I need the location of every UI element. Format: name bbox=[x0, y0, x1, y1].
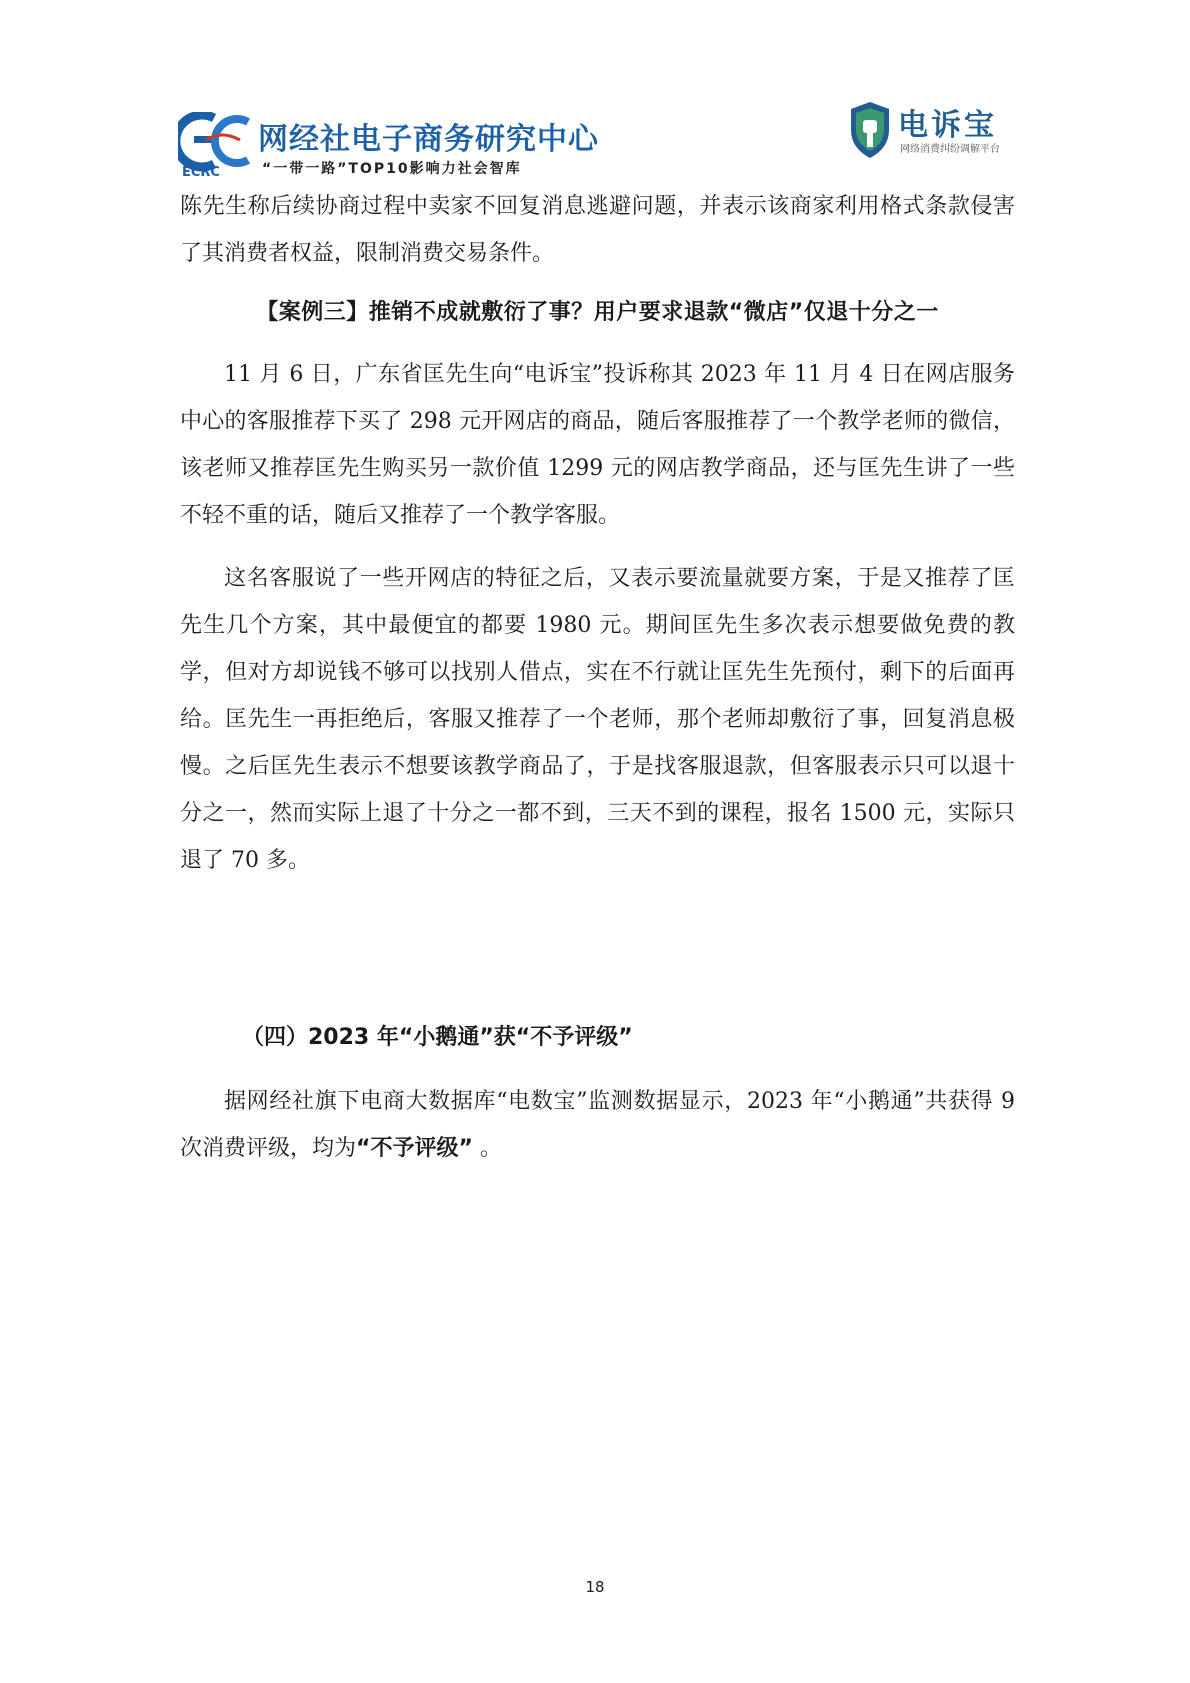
shield-fist-icon bbox=[848, 100, 892, 160]
ecrc-abbr: ECRC bbox=[182, 165, 220, 180]
case3-paragraph-1: 11 月 6 日，广东省匡先生向“电诉宝”投诉称其 2023 年 11 月 4 日在网店服务中心的客服推荐下买了 298 元开网店的商品，随后客服推荐了一个教学老师的微信，该老师又推荐匡先生购买另一款价值 1299 元的网店教学商品，还与匡先生讲了一些不轻不重的话，随后又推荐了一个教学客服。 bbox=[180, 362, 1015, 528]
ecrc-subtitle: “一带一路”TOP10影响力社会智库 bbox=[262, 161, 522, 177]
case3-heading: 【案例三】推销不成就敷衍了事？用户要求退款“微店”仅退十分之一 bbox=[256, 300, 939, 325]
page-number: 18 bbox=[585, 1578, 605, 1596]
dianshubao-logo bbox=[848, 100, 1018, 164]
page-header bbox=[178, 100, 1018, 190]
dianshubao-subtitle: 网络消费纠纷调解平台 bbox=[900, 144, 1000, 155]
rating-result: “不予评级” bbox=[356, 1136, 473, 1161]
document-body bbox=[180, 183, 1015, 1188]
dianshubao-title: 电诉宝 bbox=[898, 108, 997, 143]
section4-heading: （四）2023 年“小鹅通”获“不予评级” bbox=[242, 1025, 633, 1050]
intro-paragraph: 陈先生称后续协商过程中卖家不回复消息逃避问题，并表示该商家利用格式条款侵害了其消费者权益，限制消费交易条件。 bbox=[180, 194, 1015, 266]
section4-text-post: 。 bbox=[472, 1136, 502, 1161]
section4-paragraph bbox=[180, 1078, 1015, 1172]
ecrc-logo bbox=[178, 112, 738, 184]
case3-paragraph-2: 这名客服说了一些开网店的特征之后，又表示要流量就要方案，于是又推荐了匡先生几个方案，其中最便宜的都要 1980 元。期间匡先生多次表示想要做免费的教学，但对方却说钱不够可以找别人借点，实在不行就让匡先生先预付，剩下的后面再给。匡先生一再拒绝后，客服又推荐了一个老师，那个老师却敷衍了事，回复消息极慢。之后匡先生表示不想要该教学商品了，于是找客服退款，但客服表示只可以退十分之一，然而实际上退了十分之一都不到，三天不到的课程，报名 1500 元，实际只退了 70 多。 bbox=[180, 566, 1015, 873]
ecrc-title: 网经社电子商务研究中心 bbox=[258, 122, 599, 157]
section4-text-pre: 据网经社旗下电商大数据库“电数宝”监测数据显示，2023 年“小鹅通”共获得 9 次消费评级，均为 bbox=[180, 1089, 1015, 1161]
